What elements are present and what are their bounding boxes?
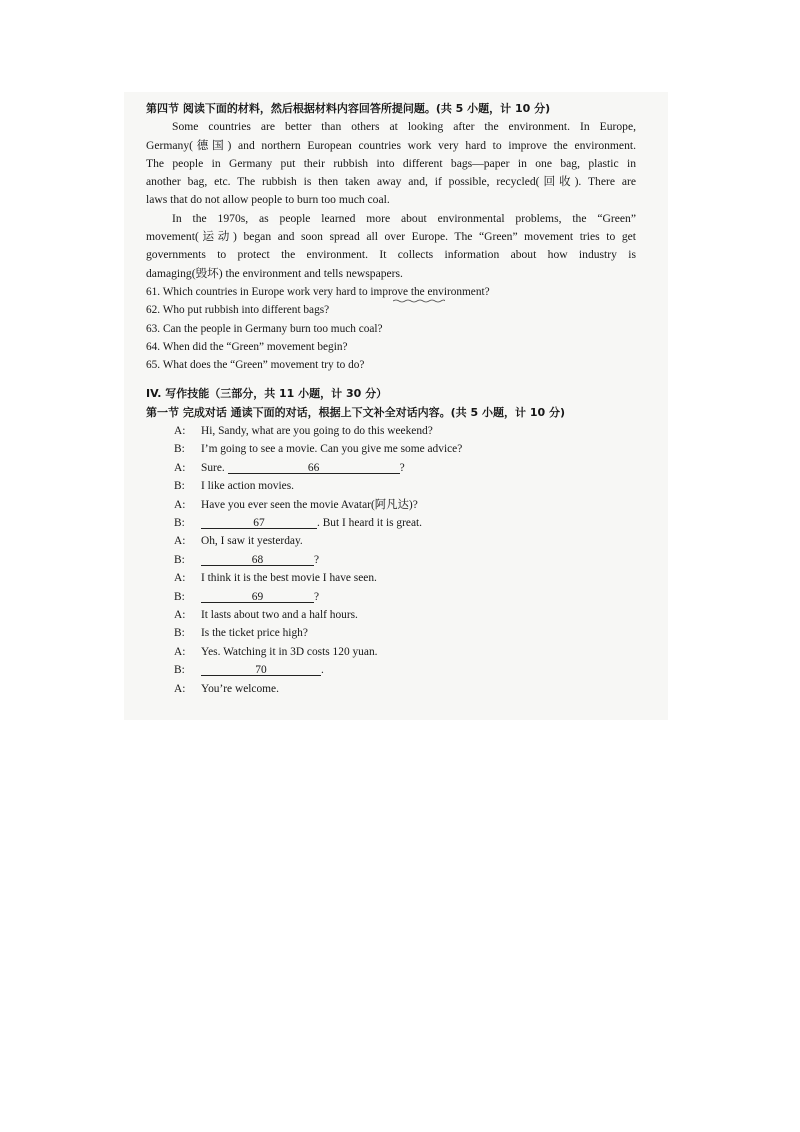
speaker-label: B: (174, 664, 185, 677)
speaker-label: B: (174, 480, 185, 493)
speaker-label: A: (174, 535, 186, 548)
utterance: Hi, Sandy, what are you going to do this weekend? (201, 425, 433, 438)
speaker-label: A: (174, 645, 186, 658)
utterance: You’re welcome. (201, 682, 279, 695)
question-65: 65. What does the “Green” movement try to do? (146, 359, 365, 372)
utterance-after: . But I heard it is great. (317, 517, 423, 529)
utterance (201, 661, 324, 679)
utterance: Oh, I saw it yesterday. (201, 535, 303, 548)
utterance: It lasts about two and a half hours. (201, 608, 358, 621)
utterance-after: ? (314, 590, 320, 603)
passage-line: damaging(毁坏) the environment and tells newspapers. (146, 266, 403, 280)
utterance: Yes. Watching it in 3D costs 120 yuan. (201, 645, 378, 658)
dialogue-line (146, 624, 636, 642)
speaker-label: B: (174, 517, 185, 529)
dialogue-line (146, 532, 636, 550)
answer-blank-67[interactable]: 67 (201, 515, 317, 529)
dialogue-line (146, 440, 636, 458)
utterance: I like action movies. (201, 480, 294, 493)
question-list (146, 283, 636, 374)
dialogue-line (146, 661, 636, 679)
passage-line: Germany(德国) and northern European countries work very hard to improve the environment. (146, 138, 636, 152)
dialogue-line (146, 496, 636, 514)
question-61 (146, 283, 636, 301)
speaker-label: B: (174, 590, 185, 603)
dialogue-line (146, 551, 636, 569)
passage-line: governments to protect the environment. It collects information about how industry is (146, 248, 636, 262)
passage-line: movement(运动) began and soon spread all over Europe. The “Green” movement tries to get (146, 230, 636, 244)
passage-line: another bag, etc. The rubbish is then taken away and, if possible, recycled(回收). There are (146, 175, 636, 189)
utterance: I’m going to see a movie. Can you give me some advice? (201, 443, 463, 456)
question-text: 61. Which countries in Europe work very hard to improve the environment? (146, 285, 490, 298)
speaker-label: A: (174, 572, 186, 585)
utterance: I think it is the best movie I have seen. (201, 572, 377, 585)
utterance-after: . (321, 664, 324, 677)
dialogue-line (146, 422, 636, 440)
utterance-after: ? (399, 461, 405, 474)
dialogue (146, 422, 636, 698)
section4-heading: 第四节 阅读下面的材料，然后根据材料内容回答所提问题。(共 5 小题，计 10 分) (146, 102, 551, 115)
answer-blank-66[interactable]: 66 (228, 460, 400, 474)
dialogue-line (146, 569, 636, 587)
exam-content (146, 100, 636, 698)
utterance-before: Sure. (201, 461, 228, 474)
utterance-after: ? (314, 553, 320, 566)
dialogue-line (146, 643, 636, 661)
passage-line: Some countries are better than others at looking after the environment. In Europe, (172, 120, 636, 134)
speaker-label: B: (174, 443, 185, 456)
speaker-label: A: (174, 682, 186, 695)
dialogue-line (146, 477, 636, 495)
utterance: Have you ever seen the movie Avatar(阿凡达)? (201, 498, 418, 511)
speaker-label: B: (174, 553, 185, 566)
question-63: 63. Can the people in Germany burn too much coal? (146, 322, 383, 335)
answer-blank-70[interactable]: 70 (201, 662, 321, 676)
dialogue-line (146, 606, 636, 624)
speaker-label: A: (174, 461, 186, 474)
section-iv-subheading: 第一节 完成对话 通读下面的对话，根据上下文补全对话内容。(共 5 小题，计 10 分) (146, 405, 565, 419)
speaker-label: A: (174, 425, 186, 438)
section-iv-heading: IV. 写作技能（三部分，共 11 小题，计 30 分） (146, 387, 388, 401)
passage-line: In the 1970s, as people learned more about environmental problems, the “Green” (172, 211, 636, 225)
utterance (201, 514, 422, 532)
utterance (201, 459, 405, 477)
dialogue-line (146, 514, 636, 532)
dialogue-line (146, 680, 636, 698)
passage-line: laws that do not allow people to burn too much coal. (146, 193, 390, 207)
dialogue-line (146, 588, 636, 606)
speaker-label: B: (174, 627, 185, 640)
reading-passage (146, 118, 636, 283)
speaker-label: A: (174, 498, 186, 511)
answer-blank-68[interactable]: 68 (201, 552, 314, 566)
utterance (201, 588, 319, 606)
answer-blank-69[interactable]: 69 (201, 589, 314, 603)
utterance: Is the ticket price high? (201, 627, 308, 640)
utterance (201, 551, 319, 569)
passage-line: The people in Germany put their rubbish into different bags—paper in one bag, plastic in (146, 156, 636, 170)
question-62: 62. Who put rubbish into different bags? (146, 304, 330, 317)
dialogue-line (146, 459, 636, 477)
question-64: 64. When did the “Green” movement begin? (146, 340, 348, 353)
speaker-label: A: (174, 608, 186, 621)
